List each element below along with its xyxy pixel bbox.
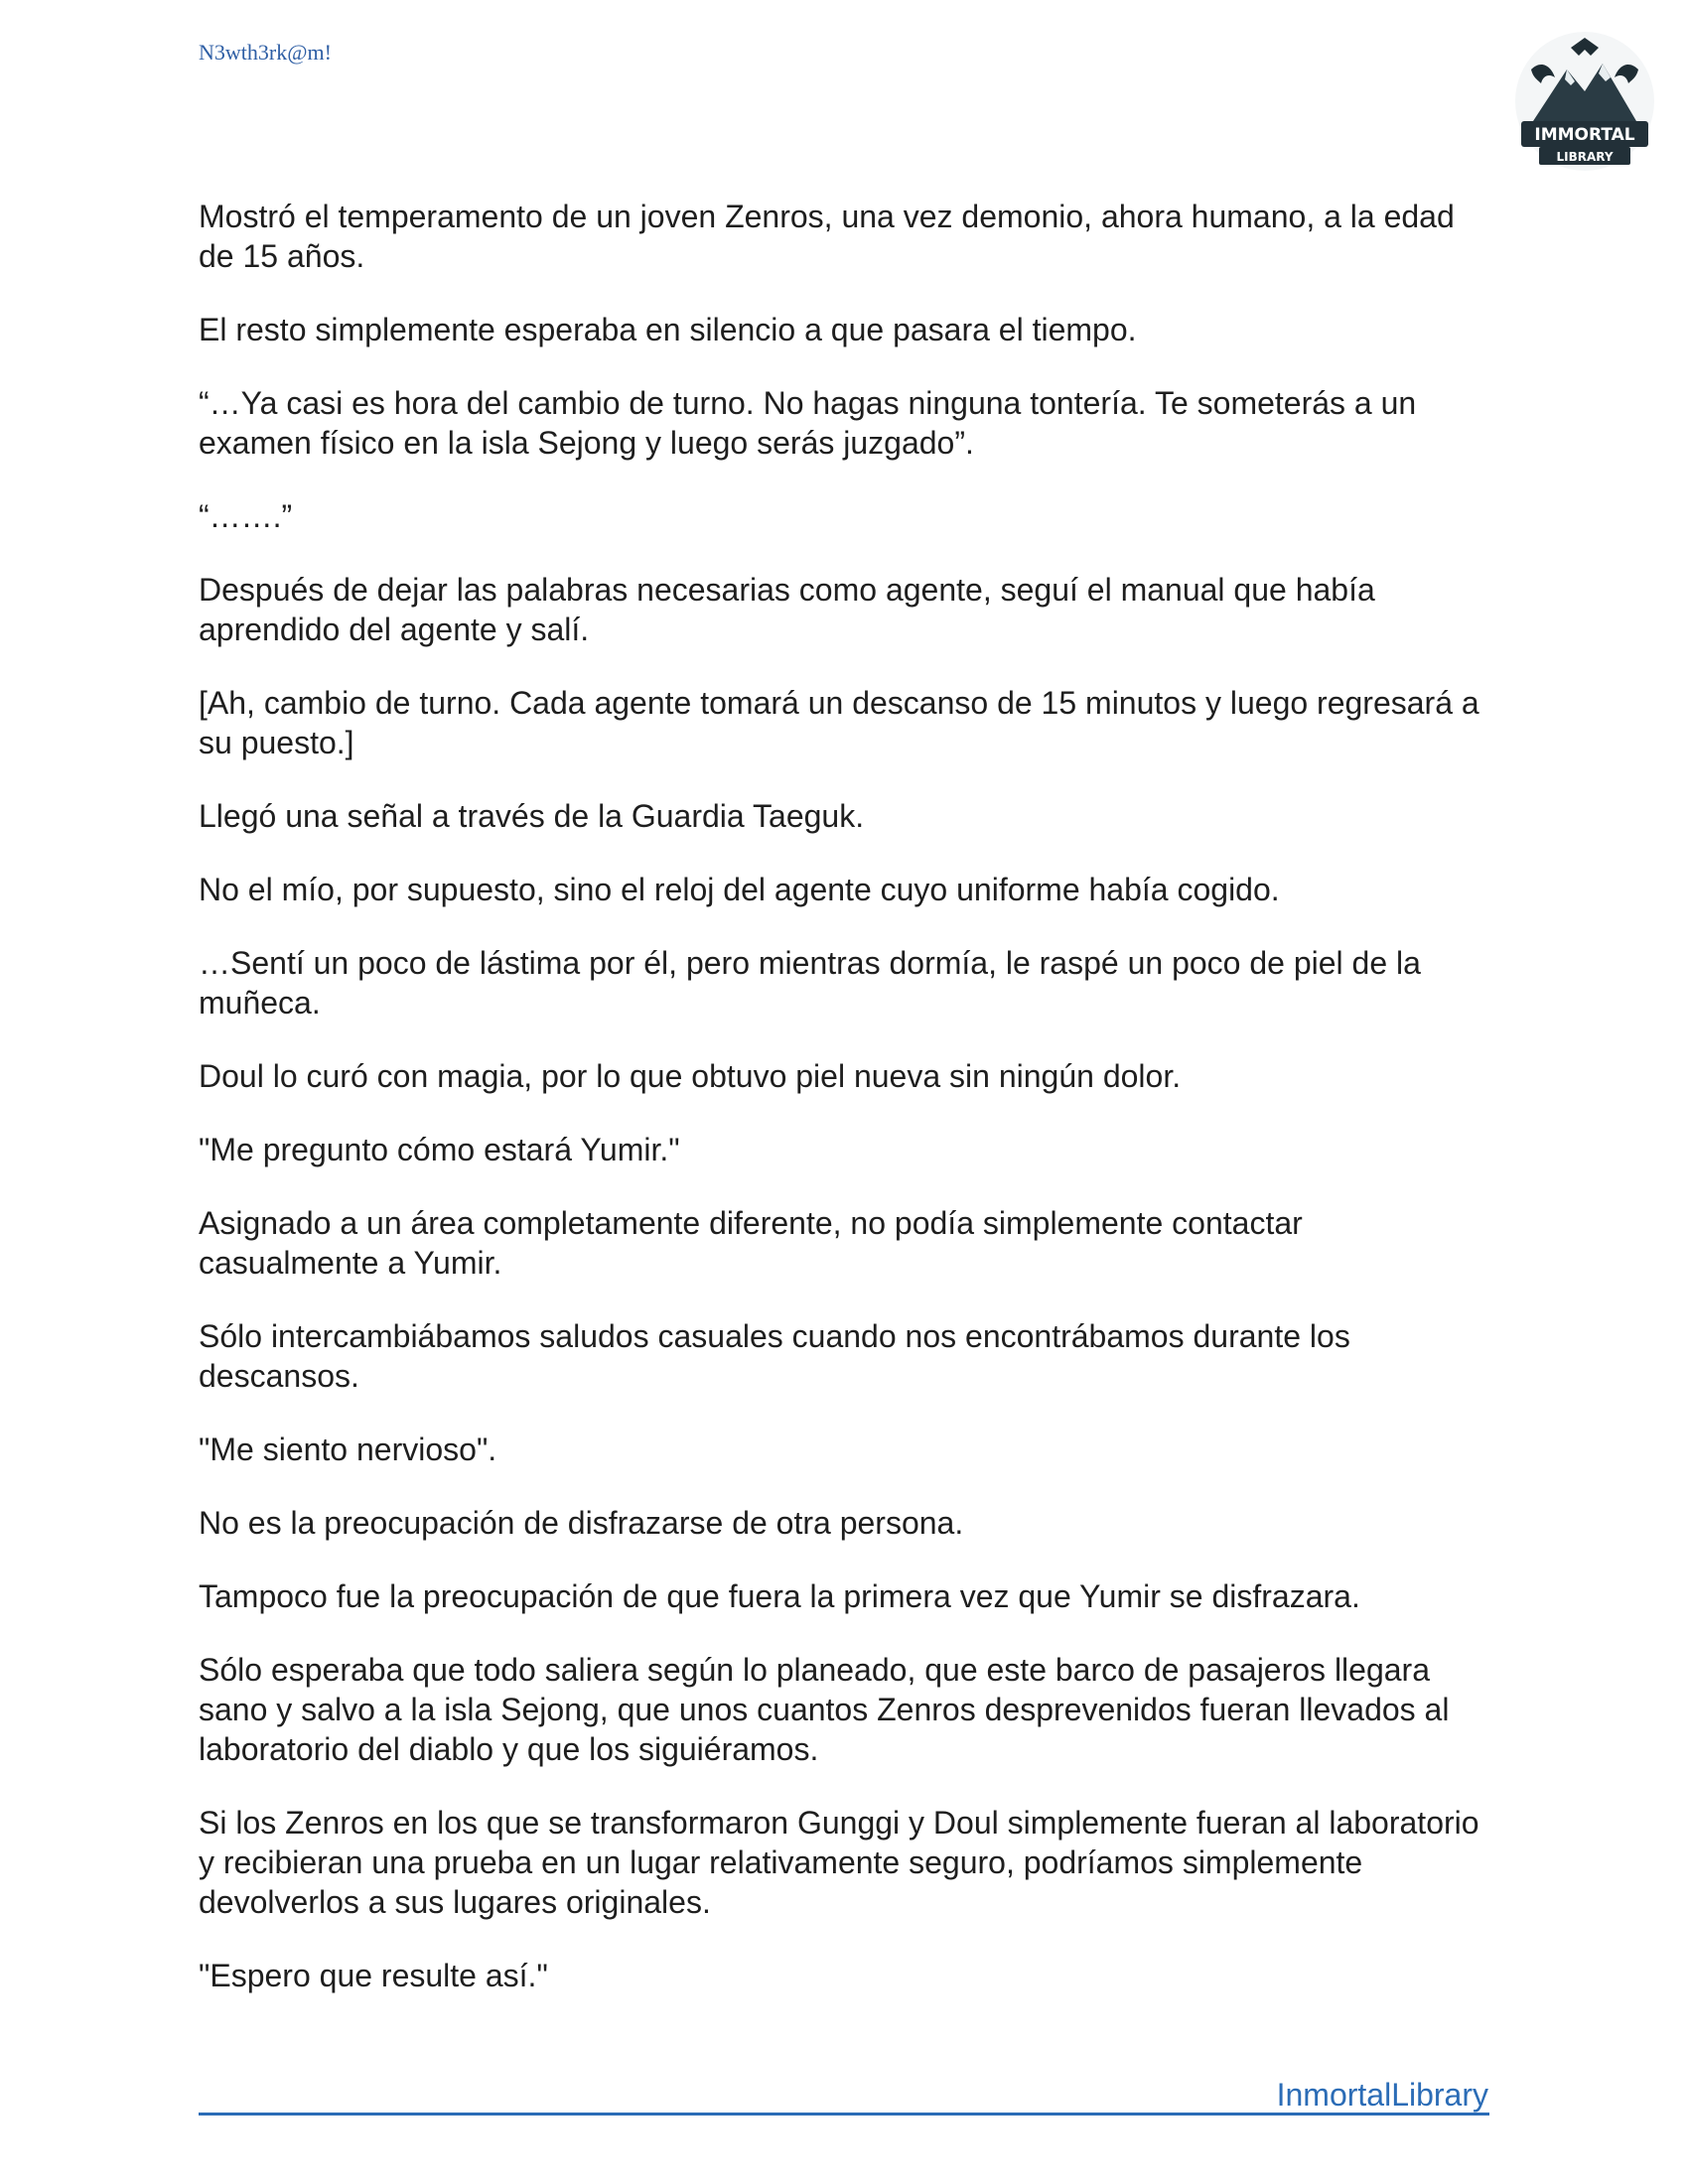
paragraph: Mostró el temperamento de un joven Zenros, una vez demonio, ahora humano, a la edad de 15 años. xyxy=(199,199,1455,274)
logo-line1: IMMORTAL xyxy=(1534,125,1635,145)
paragraph: Asignado a un área completamente diferente, no podía simplemente contactar casualmente a Yumir. xyxy=(199,1205,1303,1281)
paragraph: Sólo intercambiábamos saludos casuales cuando nos encontrábamos durante los descansos. xyxy=(199,1318,1350,1394)
paragraph: "Me siento nervioso". xyxy=(199,1432,497,1467)
paragraph: Doul lo curó con magia, por lo que obtuvo piel nueva sin ningún dolor. xyxy=(199,1058,1182,1094)
header-tag: N3wth3rk@m! xyxy=(199,40,332,65)
paragraph: El resto simplemente esperaba en silencio a que pasara el tiempo. xyxy=(199,312,1137,347)
logo-line2: LIBRARY xyxy=(1556,150,1614,164)
paragraph: "Espero que resulte así." xyxy=(199,1958,548,1993)
paragraph: "Me pregunto cómo estará Yumir." xyxy=(199,1132,680,1167)
paragraph: [Ah, cambio de turno. Cada agente tomará un descanso de 15 minutos y luego regresará a su puesto.] xyxy=(199,685,1479,760)
paragraph: No el mío, por supuesto, sino el reloj del agente cuyo uniforme había cogido. xyxy=(199,872,1280,907)
paragraph: “…Ya casi es hora del cambio de turno. No hagas ninguna tontería. Te someterás a un examen físico en la isla Sejong y luego serás juzgado”. xyxy=(199,385,1417,461)
paragraph: …Sentí un poco de lástima por él, pero mientras dormía, le raspé un poco de piel de la muñeca. xyxy=(199,945,1421,1021)
footer-link[interactable]: InmortalLibrary xyxy=(1276,2077,1488,2113)
paragraph: Llegó una señal a través de la Guardia Taeguk. xyxy=(199,798,865,834)
paragraph: No es la preocupación de disfrazarse de otra persona. xyxy=(199,1505,964,1541)
chapter-body xyxy=(199,197,1489,2029)
paragraph: Si los Zenros en los que se transformaron Gunggi y Doul simplemente fueran al laboratorio y recibieran una prueba en un lugar relativamente seguro, podríamos simplemente devolverlos a sus lugares originales. xyxy=(199,1805,1479,1920)
paragraph: Sólo esperaba que todo saliera según lo planeado, que este barco de pasajeros llegara sano y salvo a la isla Sejong, que unos cuantos Zenros desprevenidos fueran llevados al laboratorio del diablo y que los siguiéramos. xyxy=(199,1652,1450,1767)
immortal-library-logo xyxy=(1511,30,1658,179)
paragraph: Tampoco fue la preocupación de que fuera la primera vez que Yumir se disfrazara. xyxy=(199,1578,1360,1614)
paragraph: “…….” xyxy=(199,498,293,534)
paragraph: Después de dejar las palabras necesarias como agente, seguí el manual que había aprendido del agente y salí. xyxy=(199,572,1375,647)
footer-rule xyxy=(199,2113,1489,2116)
